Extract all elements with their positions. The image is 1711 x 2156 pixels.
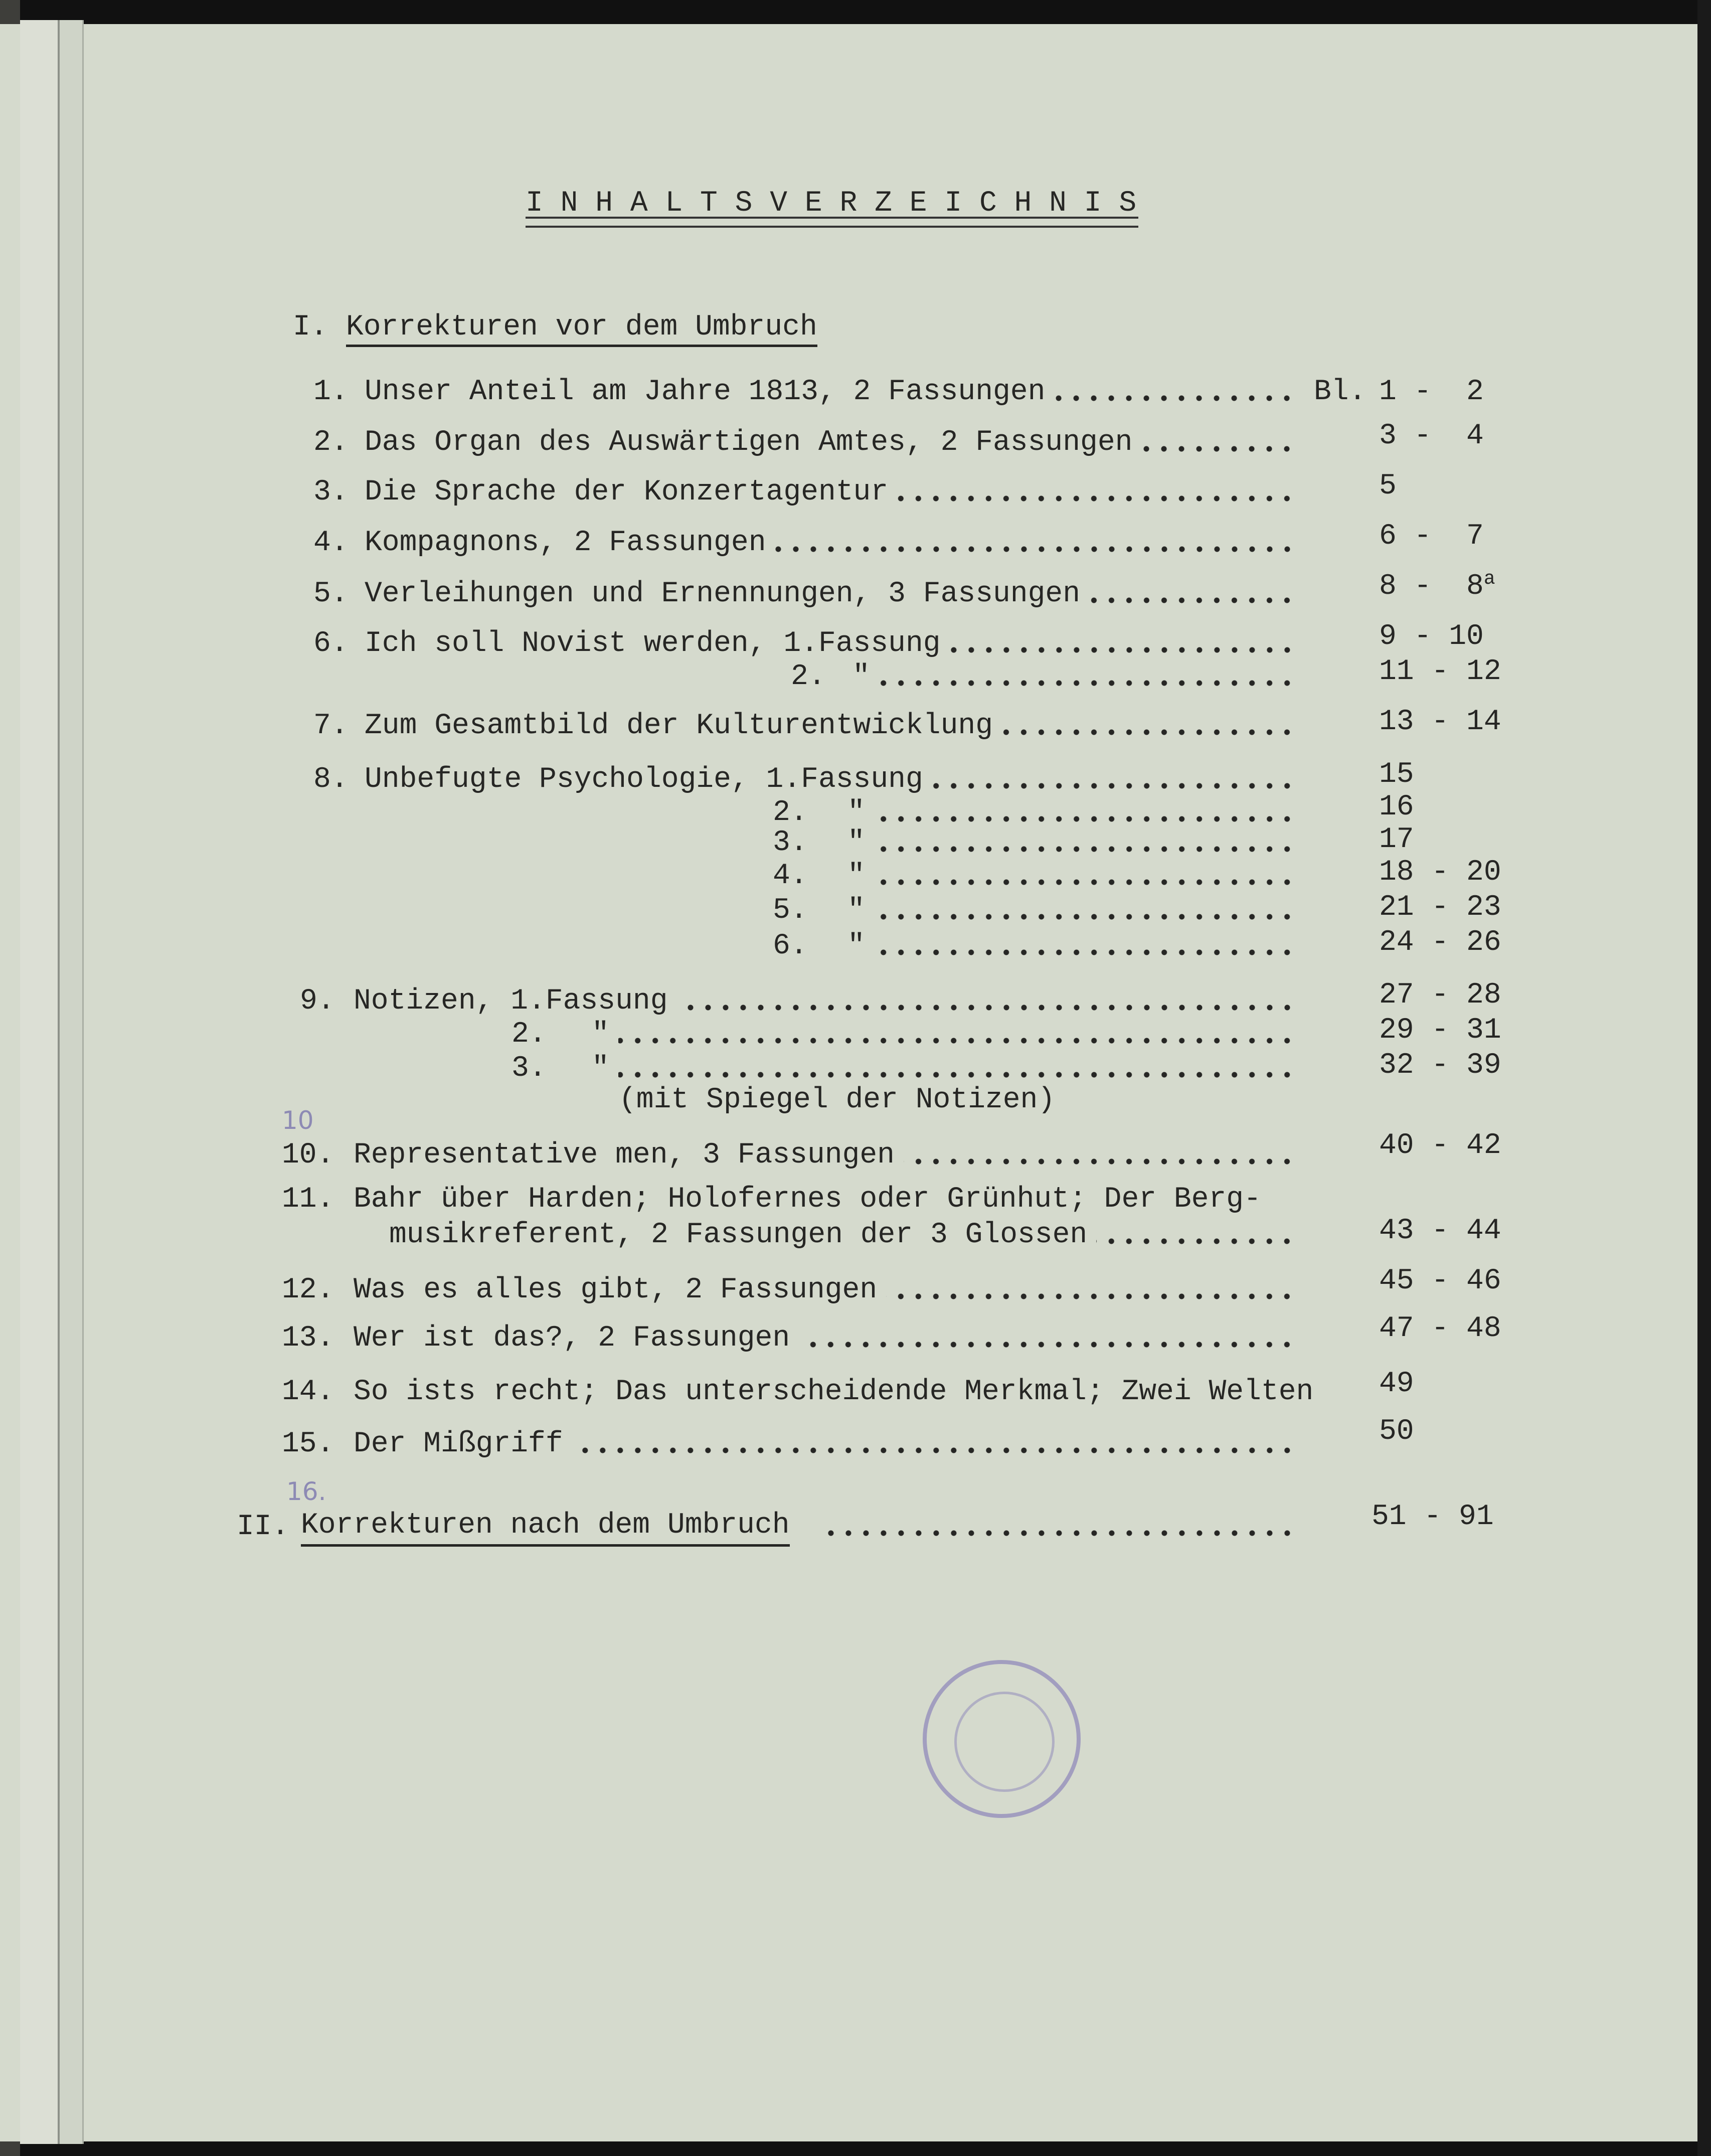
- dot-leader: [1002, 729, 1296, 736]
- entry-title: So ists recht; Das unterscheidende Merkmal; Zwei Welten: [354, 1376, 1314, 1408]
- section-2-pages: 51 - 91: [1372, 1501, 1494, 1533]
- page-range: 3 - 4: [1379, 420, 1484, 452]
- entry-title: ": [847, 796, 865, 829]
- binding-paper: [20, 20, 60, 2144]
- dot-leader: [874, 815, 1296, 822]
- page-range: 27 - 28: [1379, 979, 1501, 1012]
- page-range: 29 - 31: [1379, 1014, 1501, 1047]
- entry-number: 10.: [282, 1139, 334, 1172]
- entry-title: ": [847, 826, 865, 859]
- entry-title: Unbefugte Psychologie, 1.Fassung: [365, 763, 923, 796]
- entry-title: Unser Anteil am Jahre 1813, 2 Fassungen: [365, 376, 1046, 408]
- title-double-underline: [526, 217, 1138, 228]
- entry-number: 13.: [282, 1322, 334, 1355]
- dot-leader: [1089, 597, 1296, 604]
- entry-number: 6.: [773, 930, 808, 962]
- section-2-row: [301, 1510, 1296, 1545]
- entry-title: Die Sprache der Konzertagentur: [365, 476, 889, 509]
- section-2-heading: Korrekturen nach dem Umbruch: [301, 1508, 790, 1547]
- entry-pages: [1379, 705, 1501, 740]
- entry-number: 2.: [773, 796, 808, 829]
- entry-pages: [1379, 790, 1414, 825]
- page-prefix: Bl.: [1314, 376, 1366, 408]
- entry-title: ": [847, 860, 865, 892]
- toc-entry: [365, 475, 1296, 510]
- toc-entry: [365, 577, 1296, 612]
- entry-number: 3.: [511, 1052, 547, 1085]
- page-range: 1 - 2: [1379, 376, 1484, 408]
- toc-entry: [365, 526, 1296, 561]
- entry-pages: [1379, 1214, 1501, 1249]
- entry-pages: [1379, 1264, 1501, 1299]
- dot-leader: [825, 1530, 1296, 1537]
- page-range: 40 - 42: [1379, 1129, 1501, 1162]
- toc-entry: [365, 626, 1296, 661]
- entry-pages: [1379, 1367, 1414, 1402]
- entry-number: 4.: [773, 860, 808, 892]
- entry-title: ": [847, 894, 865, 927]
- entry-number: 9.: [300, 985, 335, 1018]
- page-range: 21 - 23: [1379, 891, 1501, 924]
- page-range: 13 - 14: [1379, 706, 1501, 738]
- entry-number: 7.: [313, 710, 349, 742]
- toc-entry: [354, 1427, 1296, 1462]
- entry-pages: [1379, 469, 1397, 504]
- entry-number: 5.: [773, 894, 808, 927]
- entry-title: Der Mißgriff: [354, 1428, 563, 1460]
- toc-entry: [354, 1273, 1296, 1308]
- entry-title: ": [852, 660, 870, 693]
- entry-title: ": [847, 930, 865, 962]
- entry-pages: [1379, 1414, 1414, 1449]
- toc-entry: [354, 1138, 1296, 1173]
- page-range: 11 - 12: [1379, 655, 1501, 688]
- dot-leader: [677, 1004, 1296, 1011]
- entry-number: 5.: [313, 578, 349, 610]
- entry-number: 15.: [282, 1428, 334, 1460]
- page-range: 18 - 20: [1379, 856, 1501, 889]
- entry-title: Das Organ des Auswärtigen Amtes, 2 Fassungen: [365, 426, 1133, 459]
- handwritten-number-16: 16.: [286, 1477, 326, 1506]
- page-range: 17: [1379, 823, 1414, 856]
- dot-leader: [874, 879, 1296, 886]
- page-range: 47 - 48: [1379, 1312, 1501, 1345]
- toc-entry: [592, 1051, 1296, 1086]
- toc-entry: [365, 709, 1296, 744]
- dot-leader: [775, 546, 1296, 553]
- dot-leader: [932, 782, 1296, 789]
- toc-entry: [852, 659, 1296, 695]
- entry-number: 3.: [313, 476, 349, 509]
- entry-title: Representative men, 3 Fassungen: [354, 1139, 895, 1172]
- page-range: 43 - 44: [1379, 1215, 1501, 1247]
- entry-title: musikreferent, 2 Fassungen der 3 Glossen: [389, 1219, 1088, 1251]
- toc-entry: [365, 425, 1296, 460]
- toc-entry: [619, 1083, 1296, 1118]
- section-2-number: II.: [237, 1511, 289, 1543]
- toc-entry: [847, 825, 1296, 861]
- entry-pages: [1379, 855, 1501, 890]
- dot-leader: [618, 1037, 1296, 1044]
- page-range: 49: [1379, 1368, 1414, 1400]
- entry-title: Verleihungen und Ernennungen, 3 Fassungen: [365, 578, 1081, 610]
- entry-pages: [1379, 1048, 1501, 1083]
- entry-pages: [1379, 375, 1484, 410]
- page-range: 5: [1379, 470, 1397, 503]
- entry-number: 12.: [282, 1274, 334, 1306]
- entry-title: ": [592, 1018, 609, 1051]
- dot-leader: [1141, 445, 1296, 452]
- dot-leader: [897, 495, 1296, 502]
- dot-leader: [874, 949, 1296, 956]
- toc-entry: [592, 1017, 1296, 1052]
- entry-pages: [1379, 1311, 1501, 1347]
- entry-number: 1.: [313, 376, 349, 408]
- page-range: 15: [1379, 758, 1414, 791]
- page-suffix: a: [1483, 568, 1495, 590]
- page-range: 8 - 8: [1379, 570, 1484, 603]
- dot-leader: [886, 1293, 1296, 1300]
- section-1-heading: Korrekturen vor dem Umbruch: [346, 311, 817, 347]
- toc-entry: [354, 1182, 1296, 1217]
- dot-leader: [1054, 395, 1296, 402]
- dot-leader: [799, 1341, 1296, 1348]
- page-range: 16: [1379, 791, 1414, 823]
- library-stamp: [923, 1660, 1081, 1818]
- page-range: 9 - 10: [1379, 620, 1484, 653]
- dot-leader: [874, 913, 1296, 920]
- page-range: 32 - 39: [1379, 1049, 1501, 1082]
- page-range: 24 - 26: [1379, 926, 1501, 959]
- entry-pages: [1379, 1013, 1501, 1048]
- entry-title: Ich soll Novist werden, 1.Fassung: [365, 627, 941, 660]
- entry-pages: [1379, 1128, 1501, 1164]
- toc-entry: [847, 859, 1296, 894]
- dot-leader: [950, 646, 1296, 653]
- entry-title: Kompagnons, 2 Fassungen: [365, 527, 766, 559]
- document-title: I N H A L T S V E R Z E I C H N I S: [526, 187, 1137, 220]
- entry-pages: [1379, 419, 1484, 454]
- dot-leader: [618, 1071, 1296, 1078]
- entry-number: 11.: [282, 1183, 334, 1216]
- entry-pages: [1379, 569, 1495, 604]
- entry-pages: [1379, 890, 1501, 925]
- section-1-number: I.: [293, 311, 328, 344]
- dot-leader: [904, 1158, 1296, 1165]
- toc-entry: [354, 1321, 1296, 1356]
- toc-entry: [365, 375, 1296, 410]
- toc-entry: [354, 1375, 1314, 1410]
- binding-strip: [60, 20, 84, 2144]
- page-range: 6 - 7: [1379, 520, 1484, 553]
- entry-pages: [1379, 822, 1414, 858]
- entry-number: 2.: [313, 426, 349, 459]
- entry-pages: [1379, 654, 1501, 690]
- entry-pages: [1379, 519, 1484, 554]
- toc-entry: [389, 1218, 1296, 1253]
- entry-number: 14.: [282, 1376, 334, 1408]
- entry-title: Was es alles gibt, 2 Fassungen: [354, 1274, 878, 1306]
- entry-title: Notizen, 1.Fassung: [354, 985, 668, 1018]
- dot-leader: [572, 1447, 1296, 1454]
- handwritten-number-10: 10: [282, 1106, 314, 1135]
- entry-number: 3.: [773, 826, 808, 859]
- toc-entry: [365, 762, 1296, 797]
- entry-title: Zum Gesamtbild der Kulturentwicklung: [365, 710, 993, 742]
- dot-leader: [874, 846, 1296, 853]
- page-range: 50: [1379, 1415, 1414, 1448]
- entry-title: (mit Spiegel der Notizen): [619, 1084, 1056, 1116]
- entry-pages: [1379, 757, 1414, 792]
- dot-leader: [1096, 1238, 1296, 1245]
- dot-leader: [879, 680, 1296, 687]
- entry-number: 4.: [313, 527, 349, 559]
- page-edge: [1697, 0, 1711, 2156]
- toc-entry: [847, 929, 1296, 964]
- toc-entry: [847, 893, 1296, 928]
- page-range: 45 - 46: [1379, 1265, 1501, 1297]
- entry-pages: [1379, 619, 1484, 654]
- toc-entry: [354, 984, 1296, 1019]
- entry-pages: [1379, 978, 1501, 1013]
- entry-number: 6.: [313, 627, 349, 660]
- entry-title: Wer ist das?, 2 Fassungen: [354, 1322, 790, 1355]
- entry-number: 2.: [791, 660, 826, 693]
- entry-pages: [1379, 925, 1501, 960]
- entry-number: 8.: [313, 763, 349, 796]
- entry-number: 2.: [511, 1018, 547, 1051]
- entry-title: Bahr über Harden; Holofernes oder Grünhut; Der Berg-: [354, 1183, 1261, 1216]
- entry-title: ": [592, 1052, 609, 1085]
